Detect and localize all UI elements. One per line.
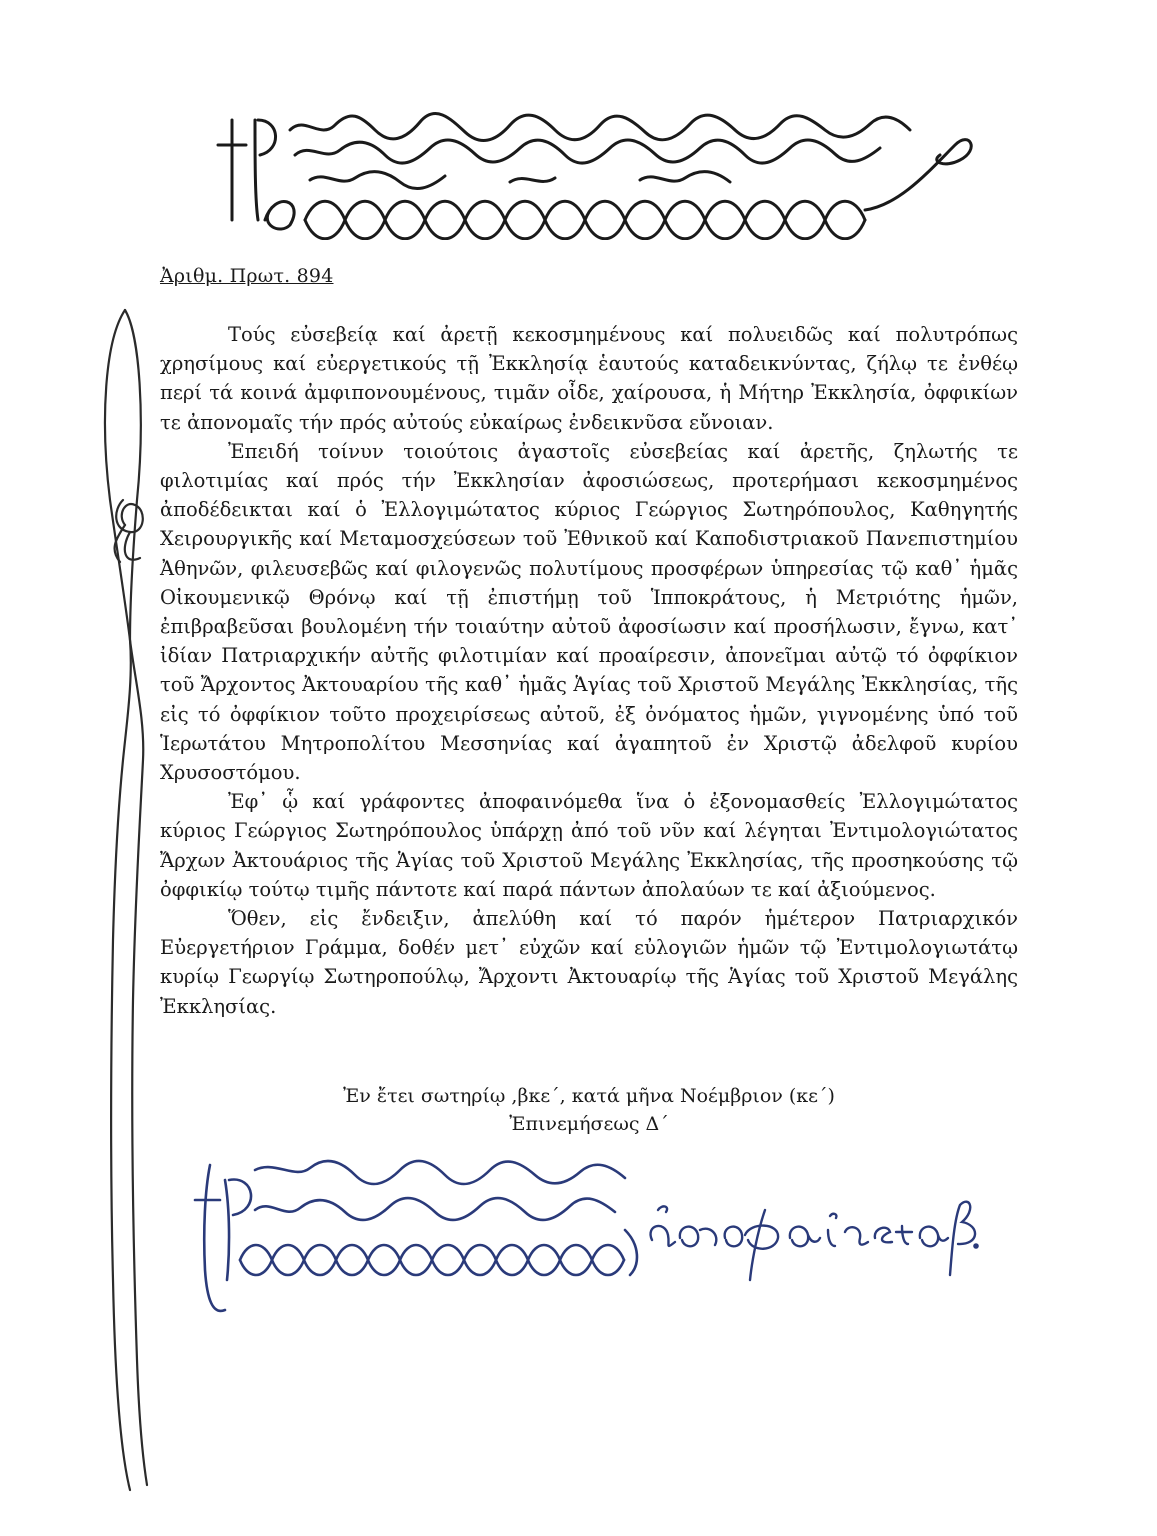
paragraph-1: Τούς εὐσεβείᾳ καί ἀρετῇ κεκοσμημένους καί πολυειδῶς καί πολυτρόπως χρησίμους καί εὐεργετικούς τῇ Ἐκκλησίᾳ ἑαυτούς καταδεικνύντας, ζήλῳ τε ἐνθέῳ περί τά κοινά ἀμφιπονουμένους, τιμᾶν οἶδε, χαίρουσα, ἡ Μήτηρ Ἐκκλησία, ὀφφικίων τε ἀπονομαῖς τήν πρός αὐτούς εὐκαίρως ἐνδεικνῦσα εὔνοιαν. <box>160 323 1018 434</box>
paragraph-2: Ἐπειδή τοίνυν τοιούτοις ἀγαστοῖς εὐσεβείας καί ἀρετῆς, ζηλωτής τε φιλοτιμίας καί πρός τήν Ἐκκλησίαν ἀφοσιώσεως, προτερήμασι κεκοσμημένος ἀποδέδεικται καί ὁ Ἐλλογιμώτατος κύριος Γεώργιος Σωτηρόπουλος, Καθηγητής Χειρουργικῆς καί Μεταμοσχεύσεων τοῦ Ἐθνικοῦ καί Καποδιστριακοῦ Πανεπιστημίου Ἀθηνῶν, φιλευσεβῶς καί φιλογενῶς πολυτίμους προσφέρων ὑπηρεσίας τῷ καθ᾽ ἡμᾶς Οἰκουμενικῷ Θρόνῳ καί τῇ ἐπιστήμῃ τοῦ Ἱπποκράτους, ἡ Μετριότης ἡμῶν, ἐπιβραβεῦσαι βουλομένη τήν τοιαύτην αὐτοῦ ἀφοσίωσιν καί προσήλωσιν, ἔγνω, κατ᾽ ἰδίαν Πατριαρχικήν αὐτῆς φιλοτιμίαν καί προαίρεσιν, ἀπονεῖμαι αὐτῷ τό ὀφφίκιον τοῦ Ἄρχοντος Ἀκτουαρίου τῆς καθ᾽ ἡμᾶς Ἁγίας τοῦ Χριστοῦ Μεγάλης Ἐκκλησίας, τῆς εἰς τό ὀφφίκιον τοῦτο προχειρίσεως αὐτοῦ, ἐξ ὀνόματος ἡμῶν, γιγνομένης ὑπό τοῦ Ἱερωτάτου Μητροπολίτου Μεσσηνίας καί ἀγαπητοῦ ἐν Χριστῷ ἀδελφοῦ κυρίου Χρυσοστόμου. <box>160 439 1018 785</box>
protocol-number: Ἀριθμ. Πρωτ. 894 <box>160 265 334 287</box>
paragraph-4: Ὅθεν, εἰς ἔνδειξιν, ἀπελύθη καί τό παρόν ἡμέτερον Πατριαρχικόν Εὐεργετήριον Γράμμα, δοθέν μετ᾽ εὐχῶν καί εὐλογιῶν ἡμῶν τῷ Ἐντιμολογιωτάτῳ κυρίῳ Γεωργίῳ Σωτηροπούλῳ, Ἄρχοντι Ἀκτουαρίῳ τῆς Ἁγίας τοῦ Χριστοῦ Μεγάλης Ἐκκλησίας. <box>160 907 1018 1018</box>
paragraph-3: Ἐφ᾽ ᾧ καί γράφοντες ἀποφαινόμεθα ἵνα ὁ ἐξονομασθείς Ἐλλογιμώτατος κύριος Γεώργιος Σωτηρόπουλος ὑπάρχῃ ἀπό τοῦ νῦν καί λέγηται Ἐντιμολογιώτατος Ἄρχων Ἀκτουάριος τῆς Ἁγίας τοῦ Χριστοῦ Μεγάλης Ἐκκλησίας, τῆς προσηκούσης τῷ ὀφφικίῳ τούτῳ τιμῆς πάντοτε καί παρά πάντων ἀπολαύων τε καί ἀξιούμενος. <box>160 790 1018 901</box>
date-line: Ἐν ἔτει σωτηρίῳ ,βκε΄, κατά μῆνα Νοέμβριον (κε΄) <box>343 1085 835 1107</box>
patriarchal-monogram-header <box>210 100 980 240</box>
document-body <box>160 320 1018 1021</box>
handwritten-signature <box>640 1180 980 1290</box>
indiction-line: Ἐπινεμήσεως Δ΄ <box>509 1113 669 1135</box>
date-block <box>160 1082 1018 1138</box>
patriarch-signature-monogram <box>185 1150 655 1320</box>
